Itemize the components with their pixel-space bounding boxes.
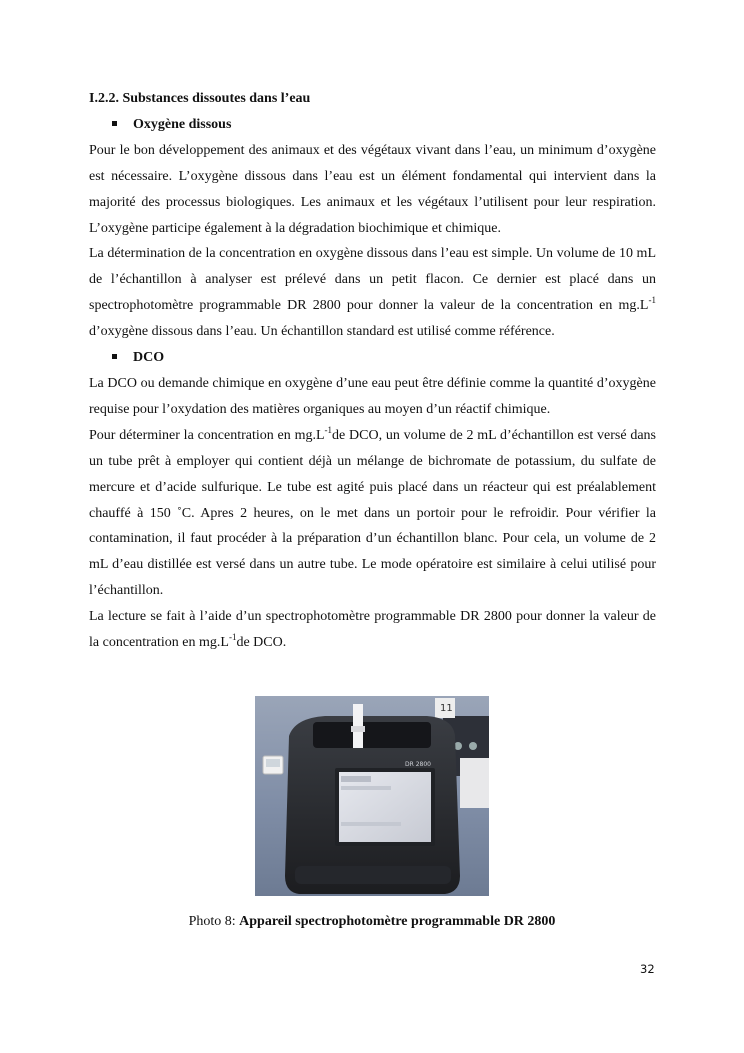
subsection-title: Oxygène dissous — [133, 116, 232, 132]
photo-caption — [0, 914, 744, 930]
caption-title: Appareil spectrophotomètre programmable DR 2800 — [239, 914, 556, 929]
device-label: DR 2800 — [405, 761, 431, 768]
photo-tag-label: 11 — [440, 703, 453, 714]
section-title: I.2.2. Substances dissoutes dans l’eau — [89, 91, 311, 106]
spectrophotometer-photo — [255, 696, 489, 896]
paragraph: La lecture se fait à l’aide d’un spectrophotomètre programmable DR 2800 pour donner la valeur de la concentration en $mg.L^{-1}de$ DCO. — [89, 609, 656, 651]
bullet-square-icon — [112, 354, 117, 359]
subsection-title: DCO — [133, 350, 165, 366]
caption-prefix: Photo 8: — [188, 914, 240, 929]
subsection-heading-oxygene — [89, 112, 656, 138]
subsection-heading-dco — [89, 345, 656, 371]
page-body — [89, 86, 656, 656]
paragraph: La DCO ou demande chimique en oxygène d’une eau peut être définie comme la quantité d’oxygène requise pour l’oxydation des matières organiques au moyen d’un réactif chimique. — [89, 375, 656, 417]
bullet-square-icon — [112, 121, 117, 126]
paragraph: Pour déterminer la concentration en $mg.L^{-1}de$ DCO, un volume de 2 mL d’échantillon est versé dans un tube prêt à employer qui contient déjà un mélange de bichromate de potassium, du sulfate de mercure et d’acide sulfurique. Le tube est agité puis placé dans un réacteur qui est préalablement chauffé à 150 ˚C. Apres 2 heures, on le met dans un portoir pour le refroidir. Pour vérifier la contamination, il faut procéder à la préparation d’un échantillon blanc. Pour cela, un volume de 2 mL d’eau distillée est versé dans un autre tube. Le mode opératoire est similaire à celui utilisé pour l’échantillon. — [89, 424, 656, 599]
paragraph: La détermination de la concentration en oxygène dissous dans l’eau est simple. Un volume de 10 mL de l’échantillon à analyser est prélevé dans un petit flacon. Ce dernier est placé dans un spectrophotomètre programmable DR 2800 pour donner la valeur de la concentration en $mg.L^{-1}$ d’oxygène dissous dans l’eau. Un échantillon standard est utilisé comme référence. — [89, 246, 656, 340]
spectrophotometer-illustration — [255, 696, 489, 896]
paragraph: Pour le bon développement des animaux et des végétaux vivant dans l’eau, un minimum d’oxygène est nécessaire. L’oxygène dissous dans l’eau est un élément fondamental qui intervient dans la majorité des processus biologiques. Les animaux et les végétaux l’utilisent pour leur respiration. L’oxygène participe également à la dégradation biochimique et chimique. — [89, 142, 656, 236]
page-number: 32 — [640, 962, 655, 976]
